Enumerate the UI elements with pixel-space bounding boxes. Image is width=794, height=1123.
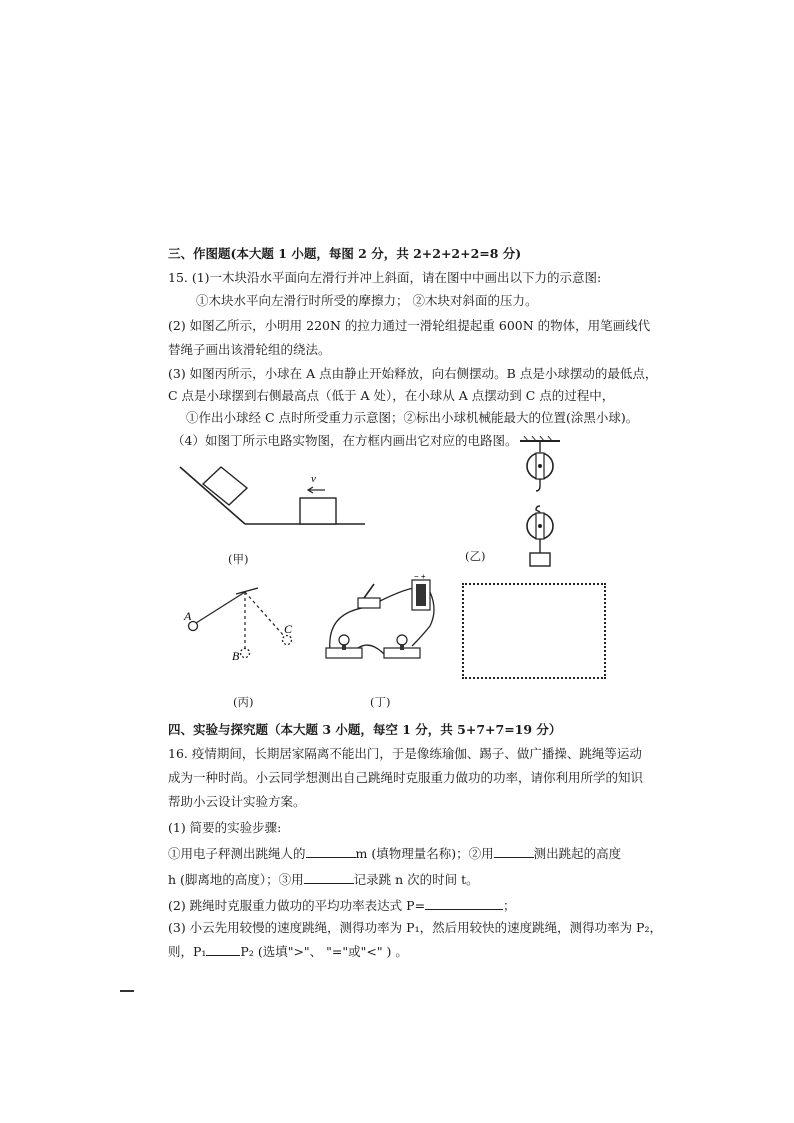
caption-ding: (丁) [370, 695, 391, 709]
label-b: B [232, 649, 240, 663]
q16-line2: 成为一种时尚。小云同学想测出自己跳绳时克服重力做功的功率，请你利用所学的知识 [168, 770, 644, 785]
q16-step1-line [168, 845, 621, 862]
switch [358, 598, 380, 608]
q16-part1: (1) 简要的实验步骤: [168, 820, 282, 835]
answer-blank-compare[interactable] [206, 943, 240, 956]
q16-part3-line1: (3) 小云先用较慢的速度跳绳，测得功率为 P₁，然后用较快的速度跳绳，测得功率为 P₂， [168, 920, 662, 935]
answer-blank-power[interactable] [425, 897, 503, 910]
caption-bing: (丙) [233, 695, 254, 709]
answer-blank-2[interactable] [494, 845, 534, 858]
wire-top [378, 588, 414, 602]
q16-part3-line2 [168, 943, 408, 960]
q15-part4: （4）如图丁所示电路实物图，在方框内画出它对应的电路图。 [172, 433, 518, 448]
q15-part2-line2: 替绳子画出该滑轮组的绕法。 [168, 342, 331, 357]
section3-heading: 三、作图题(本大题 1 小题，每图 2 分，共 2+2+2+2=8 分) [168, 246, 522, 261]
block-on-incline [203, 467, 247, 505]
q16-step2-pre: h (脚离地的高度）；③用 [168, 872, 304, 887]
answer-blank-3[interactable] [304, 871, 354, 884]
ball-b [241, 649, 250, 658]
q16-part3-post: P₂ (选填">"、 "="或"<" ) 。 [240, 944, 408, 959]
caption-jia: (甲) [228, 552, 249, 566]
q16-step1-post: 测出跳起的高度 [533, 846, 622, 861]
block-on-ground [300, 498, 336, 524]
string-to-c [245, 592, 284, 636]
q16-line3: 帮助小云设计实验方案。 [168, 794, 306, 809]
lamp-bulb-2 [397, 635, 407, 645]
battery-cells [416, 584, 426, 606]
q15-part3-line3: ①作出小球经 C 点时所受重力示意图；②标出小球机械能最大的位置(涂黑小球)。 [186, 410, 639, 425]
label-c: C [284, 622, 293, 636]
svg-text:− +: − + [414, 572, 426, 581]
q15-part2-line1: (2) 如图乙所示，小明用 220N 的拉力通过一滑轮组提起重 600N 的物体，用笔画线代 [168, 318, 651, 333]
pulley-hook [536, 479, 540, 491]
switch-lever [364, 584, 374, 598]
support [236, 588, 258, 594]
answer-blank-1[interactable] [306, 845, 356, 858]
q16-step1-pre: ①用电子秤测出跳绳人的 [168, 846, 306, 861]
string-to-a [196, 592, 245, 623]
figure-bing-pendulum [178, 586, 303, 671]
q16-part3-pre: 则，P₁ [168, 944, 207, 959]
q16-part2-end: ； [503, 898, 516, 913]
ball-c [283, 636, 292, 645]
q16-step2-line [168, 871, 479, 888]
q16-step1-mid: m (填物理量名称)；②用 [355, 846, 494, 861]
label-a: A [184, 609, 192, 623]
load-weight [530, 553, 550, 566]
figure-yi-pulley [512, 436, 568, 572]
circuit-answer-box[interactable] [462, 583, 606, 679]
section4-heading: 四、实验与探究题（本大题 3 小题，每空 1 分，共 5+7+7=19 分） [168, 722, 562, 737]
q15-part3-line2: C 点是小球摆到右侧最高点（低于 A 处），在小球从 A 点摆动到 C 点的过程中， [168, 388, 615, 403]
scan-mark [120, 990, 134, 992]
q16-part2: (2) 跳绳时克服重力做功的平均功率表达式 P= [168, 898, 426, 913]
figure-jia-incline [175, 462, 370, 534]
q15-part1: 15. (1)一木块沿水平面向左滑行并冲上斜面，请在图中中画出以下力的示意图: [168, 270, 602, 285]
caption-yi: (乙) [465, 549, 486, 563]
lamp-bulb-1 [339, 635, 349, 645]
q16-line1: 16. 疫情期间，长期居家隔离不能出门，于是像练瑜伽、踢子、做广播操、跳绳等运动 [168, 746, 642, 761]
q15-part3-line1: (3) 如图丙所示，小球在 A 点由静止开始释放，向右侧摆动。B 点是小球摆动的最低点， [168, 366, 658, 381]
velocity-label: v [311, 473, 316, 485]
figure-ding-circuit [322, 570, 440, 666]
q16-step2-post: 记录跳 n 次的时间 t。 [353, 872, 479, 887]
q16-part2-line [168, 897, 516, 914]
q15-part1-items: ①木块水平向左滑行时所受的摩擦力； ②木块对斜面的压力。 [196, 293, 538, 308]
